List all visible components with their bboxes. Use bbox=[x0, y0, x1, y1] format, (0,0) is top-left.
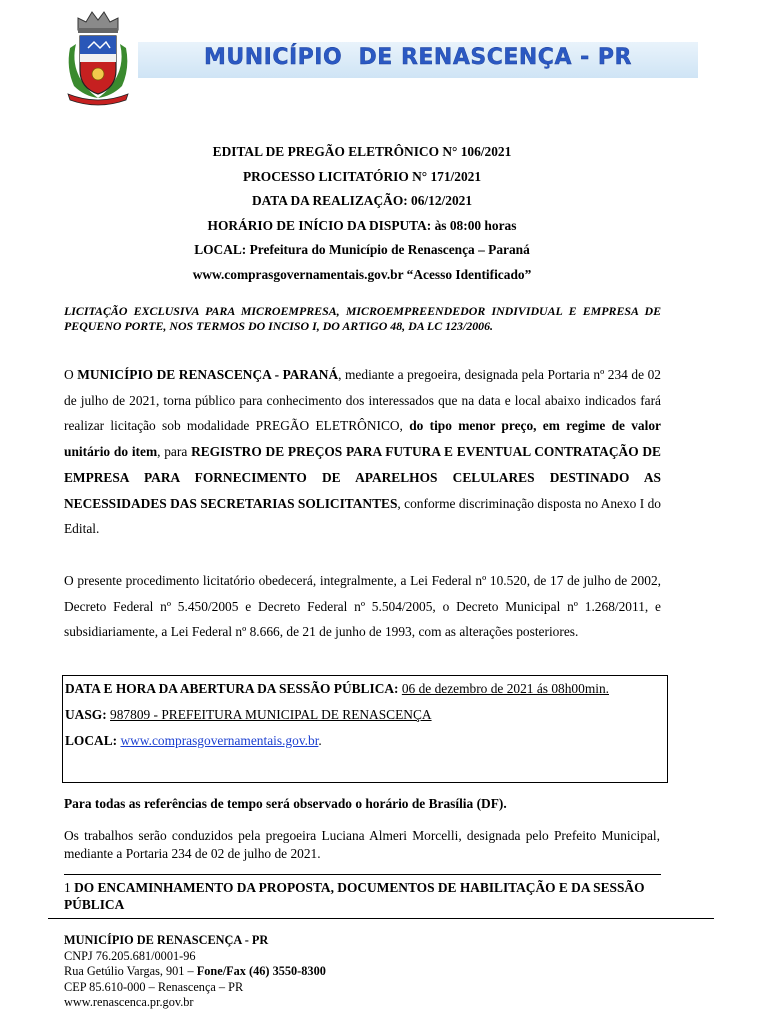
footer-address-line bbox=[64, 964, 326, 980]
works-conduct-note: Os trabalhos serão conduzidos pela pregoeira Luciana Almeri Morcelli, designada pelo Prefeito Municipal, mediante a Portaria 234 de 02 de julho de 2021. bbox=[64, 828, 660, 861]
page-header bbox=[0, 0, 770, 120]
dispute-start-time: HORÁRIO DE INÍCIO DA DISPUTA: às 08:00 horas bbox=[207, 217, 517, 233]
opening-value: 06 de dezembro de 2021 ás 08h00min. bbox=[401, 681, 609, 696]
price-type: do tipo menor preço, em regime de valor unitário do item bbox=[64, 418, 661, 460]
footer-cnpj: CNPJ 76.205.681/0001-96 bbox=[64, 948, 196, 963]
process-number: PROCESSO LICITATÓRIO N° 171/2021 bbox=[242, 168, 482, 184]
section-1-heading bbox=[64, 874, 661, 913]
edital-headlines bbox=[64, 140, 660, 287]
opening-datetime bbox=[65, 676, 663, 702]
session-local-label: LOCAL: bbox=[65, 733, 118, 748]
municipality-name: MUNICÍPIO DE RENASCENÇA - PARANÁ bbox=[77, 367, 339, 382]
uasg-value: 987809 - PREFEITURA MUNICIPAL DE RENASCENÇA bbox=[110, 707, 432, 722]
time-reference-note: Para todas as referências de tempo será observado o horário de Brasília (DF). bbox=[64, 796, 507, 811]
compras-governamentais-link[interactable]: www.comprasgovernamentais.gov.br bbox=[120, 733, 319, 748]
footer-cep: CEP 85.610-000 – Renascença – PR bbox=[64, 979, 244, 994]
session-local-line bbox=[65, 728, 663, 754]
footer-municipality: MUNICÍPIO DE RENASCENÇA - PR bbox=[64, 933, 269, 947]
intro-o: O bbox=[64, 367, 74, 382]
footer-website: www.renascenca.pr.gov.br bbox=[64, 995, 194, 1009]
intro-text-1: , mediante a pregoeira, designada pela Portaria nº 234 de 02 de julho de 2021, torna público para conhecimento dos interessados que na data e local abaixo indicados fará realizar licitação sob modalidade PREGÃO ELETRÔNICO, bbox=[64, 367, 661, 434]
page-footer bbox=[64, 933, 326, 1011]
intro-text-2: , para bbox=[157, 444, 188, 460]
section-title: DO ENCAMINHAMENTO DA PROPOSTA, DOCUMENTOS DE HABILITAÇÃO E DA SESSÃO PÚBLICA bbox=[64, 880, 645, 912]
municipality-title: MUNICÍPIO DE RENASCENÇA - PR bbox=[204, 45, 632, 70]
website-line: www.comprasgovernamentais.gov.br “Acesso Identificado” bbox=[192, 266, 532, 282]
local-line: LOCAL: Prefeitura do Município de Renascença – Paraná bbox=[194, 242, 530, 257]
footer-divider bbox=[48, 918, 714, 919]
footer-address: Rua Getúlio Vargas, 901 – bbox=[64, 964, 194, 978]
opening-label: DATA E HORA DA ABERTURA DA SESSÃO PÚBLICA: bbox=[65, 681, 399, 696]
footer-phone: Fone/Fax (46) 3550-8300 bbox=[196, 964, 326, 978]
bidding-object: REGISTRO DE PREÇOS PARA FUTURA E EVENTUAL CONTRATAÇÃO DE EMPRESA PARA FORNECIMENTO DE APARELHOS CELULARES DESTINADO AS NECESSIDADES DAS SECRETARIAS SOLICITANTES bbox=[64, 444, 661, 511]
section-number: 1 bbox=[64, 880, 71, 895]
uasg-label: UASG: bbox=[65, 707, 107, 722]
exclusive-bidding-notice: LICITAÇÃO EXCLUSIVA PARA MICROEMPRESA, MICROEMPREENDEDOR INDIVIDUAL E EMPRESA DE PEQUENO PORTE, NOS TERMOS DO INCISO I, DO ARTIGO 48, DA LC 123/2006. bbox=[64, 304, 661, 333]
legal-basis-paragraph: O presente procedimento licitatório obedecerá, integralmente, a Lei Federal nº 10.520, de 17 de julho de 2002, Decreto Federal nº 5.450/2005 e Decreto Federal nº 5.504/2005, o Decreto Municipal nº 1.268/2011, e subsidiariamente, a Lei Federal nº 8.666, de 21 de junho de 1993, com as alterações posteriores. bbox=[64, 573, 661, 640]
municipal-coat-of-arms-icon bbox=[64, 8, 132, 106]
uasg-line bbox=[65, 702, 663, 728]
local-end: . bbox=[318, 733, 322, 748]
intro-paragraph bbox=[64, 362, 661, 542]
intro-text-3: , conforme discriminação disposta no Anexo I do Edital. bbox=[64, 495, 662, 537]
header-banner bbox=[138, 42, 698, 78]
realization-date: DATA DA REALIZAÇÃO: 06/12/2021 bbox=[251, 193, 473, 208]
edital-number: EDITAL DE PREGÃO ELETRÔNICO N° 106/2021 bbox=[212, 144, 512, 159]
session-info-box bbox=[62, 675, 668, 783]
